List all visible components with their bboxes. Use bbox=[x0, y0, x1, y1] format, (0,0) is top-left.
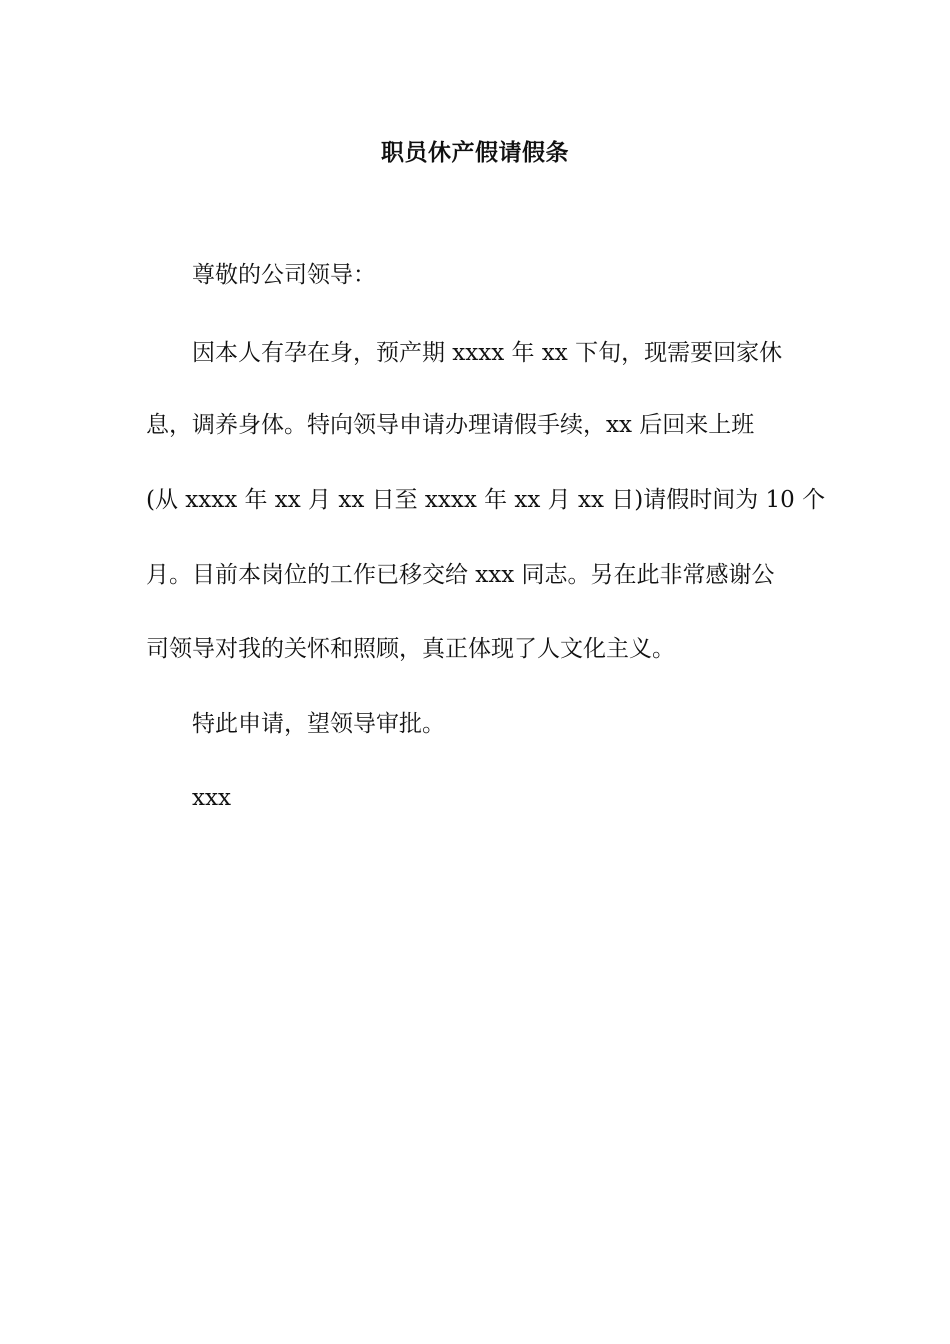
body-line-3: (从 xxxx 年 xx 月 xx 日至 xxxx 年 xx 月 xx 日)请假时间为 10 个 bbox=[146, 487, 826, 513]
document-title: 职员休产假请假条 bbox=[381, 139, 569, 166]
closing: 特此申请，望领导审批。 bbox=[192, 711, 445, 737]
body-line-2: 息，调养身体。特向领导申请办理请假手续，xx 后回来上班 bbox=[146, 412, 755, 438]
body-line-5: 司领导对我的关怀和照顾，真正体现了人文化主义。 bbox=[146, 636, 675, 662]
signature: xxx bbox=[192, 785, 231, 811]
salutation: 尊敬的公司领导： bbox=[192, 262, 376, 288]
body-line-1: 因本人有孕在身，预产期 xxxx 年 xx 下旬，现需要回家休 bbox=[192, 340, 783, 366]
body-line-4: 月。目前本岗位的工作已移交给 xxx 同志。另在此非常感谢公 bbox=[146, 562, 775, 588]
